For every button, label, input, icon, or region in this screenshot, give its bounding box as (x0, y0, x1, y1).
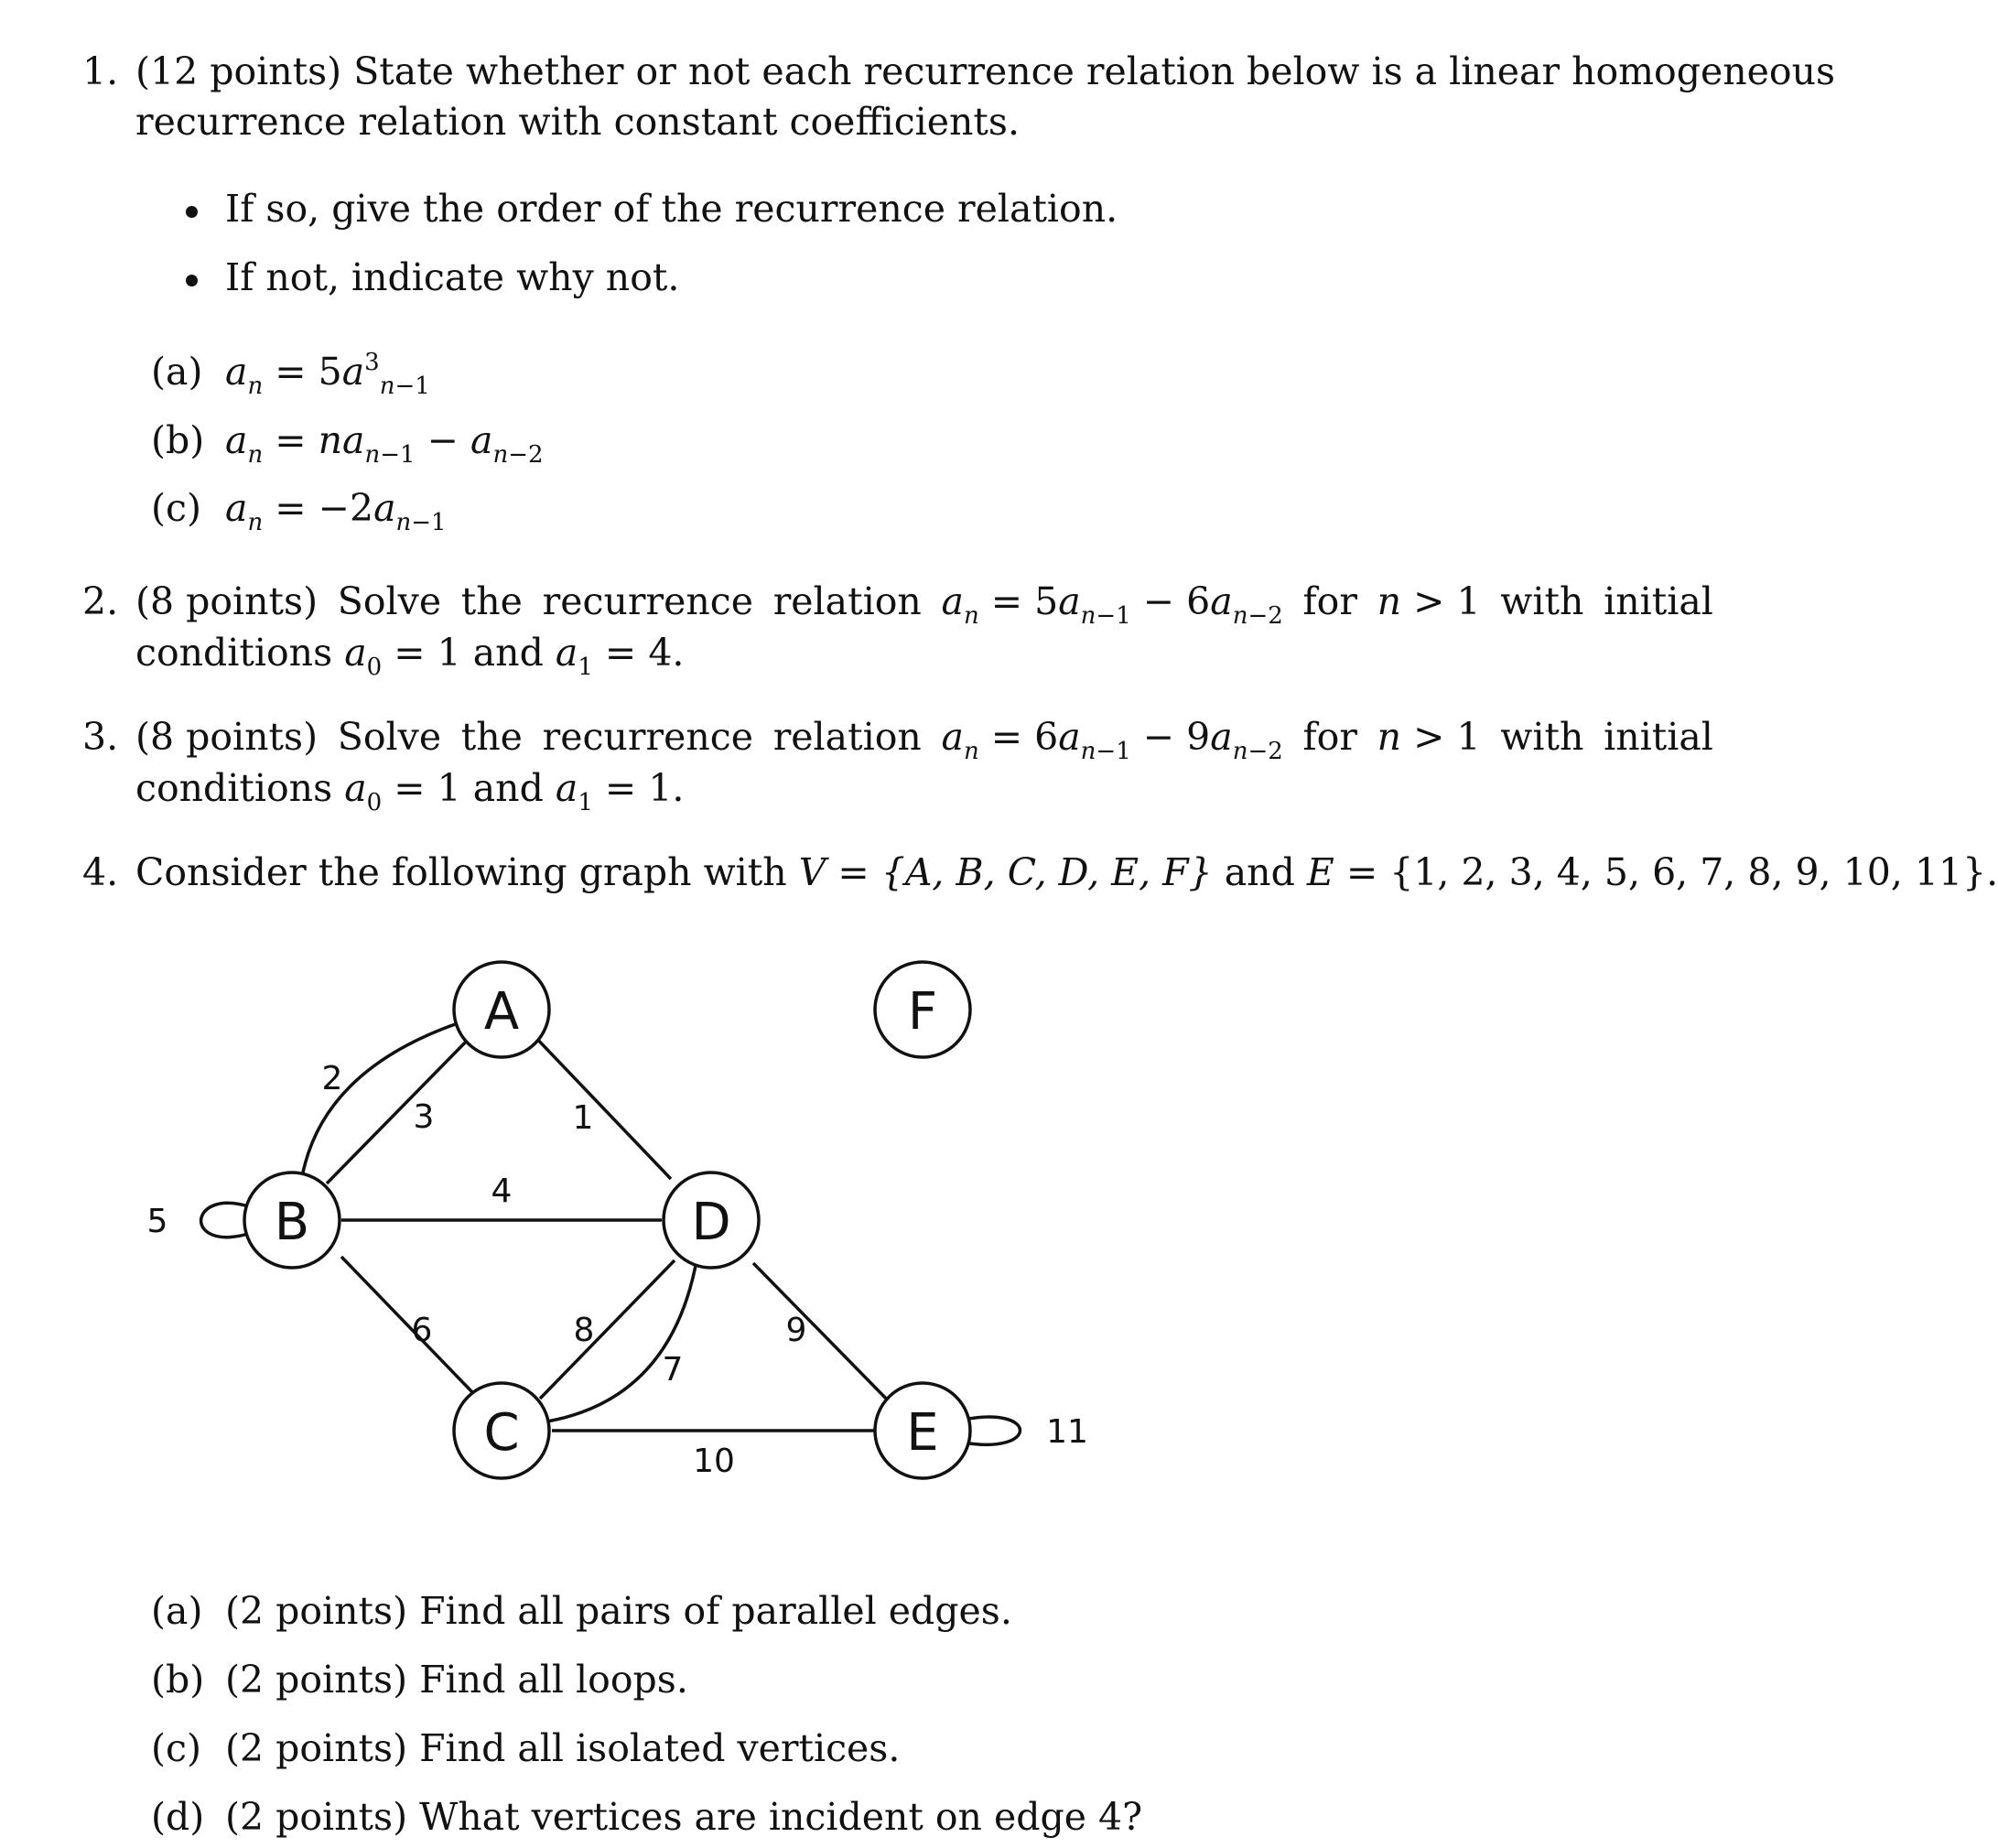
q3-word: recurrence (542, 715, 753, 759)
edge-label-9: 9 (785, 1312, 807, 1349)
q1-part-b-label: (b) (151, 418, 205, 462)
edge-9 (753, 1263, 893, 1406)
edge-label-2: 2 (321, 1060, 343, 1097)
q2-conditions-word: conditions (135, 631, 333, 675)
vertex-label-f: F (907, 982, 938, 1042)
q2-word: Solve (337, 579, 442, 623)
q4-subpart-b-label: (b) (151, 1658, 205, 1702)
q4-subpart-b-text: (2 points) Find all loops. (225, 1658, 688, 1702)
q2-word: with (1500, 579, 1584, 623)
edge-11 (964, 1417, 1021, 1444)
q2-formula: $a_n = 5a_{n-1} - 6a_{n-2}$ (941, 579, 1283, 630)
edge-label-10: 10 (693, 1443, 735, 1480)
q2-word: initial (1604, 579, 1713, 623)
q3-word: initial (1604, 715, 1713, 759)
q3-formula: $a_n = 6a_{n-1} - 9a_{n-2}$ (941, 715, 1283, 765)
edge-7 (547, 1256, 697, 1421)
q1-number: 1. (82, 49, 119, 93)
vertex-label-e: E (906, 1403, 939, 1463)
vertex-label-d: D (691, 1193, 731, 1252)
q3-condition: n > 1 (1377, 715, 1481, 759)
q4-text-line1: Consider the following graph with V = {A, B, C, D, E, F} and E = {1, 2, 3, 4, 5, 6, 7, 8, 9, 10, 11}. (135, 850, 1998, 894)
q3-word: Solve (337, 715, 442, 759)
q1-text-line1: (12 points) State whether or not each recurrence relation below is a linear homogeneous (135, 49, 1836, 93)
q2-word: for (1302, 579, 1357, 623)
edge-label-6: 6 (411, 1312, 433, 1349)
q2-text-line2: conditions $a_0 = 1$ and $a_1 = 4$. (135, 631, 685, 681)
q1-bullet-text-1: If so, give the order of the recurrence relation. (225, 187, 1118, 231)
edge-label-7: 7 (662, 1351, 684, 1389)
q4-subpart-a-text: (2 points) Find all pairs of parallel edges. (225, 1589, 1012, 1633)
vertex-label-b: B (274, 1193, 310, 1252)
q2-word: recurrence (542, 579, 753, 623)
q1-part-c-label: (c) (151, 486, 201, 530)
edge-3 (327, 1036, 471, 1183)
q1-text-line2: recurrence relation with constant coefficients. (135, 100, 1020, 144)
q4-edge-set: {1, 2, 3, 4, 5, 6, 7, 8, 9, 10, 11} (1389, 850, 1987, 894)
q3-word: relation (772, 715, 922, 759)
edge-2 (302, 1023, 458, 1177)
q4-subpart-d-label: (d) (151, 1795, 205, 1839)
q1-part-a-formula: $a_n = 5a^3_{n-1}$ (225, 349, 430, 400)
q2-number: 2. (82, 579, 119, 623)
q2-word: relation (772, 579, 922, 623)
edge-1 (533, 1034, 671, 1179)
q3-text-line2: conditions $a_0 = 1$ and $a_1 = 1$. (135, 766, 685, 816)
q4-subpart-c-text: (2 points) Find all isolated vertices. (225, 1726, 901, 1770)
q3-a1-value: 1 (648, 766, 673, 810)
edge-label-3: 3 (413, 1098, 435, 1136)
q4-vertex-set: {A, B, C, D, E, F} (880, 850, 1213, 894)
q1-part-b-formula: $a_n = na_{n-1} - a_{n-2}$ (225, 418, 544, 469)
q3-word: for (1302, 715, 1357, 759)
edge-label-8: 8 (573, 1312, 595, 1349)
edge-label-5: 5 (146, 1203, 168, 1240)
q3-word: the (460, 715, 523, 759)
edge-label-4: 4 (491, 1173, 513, 1210)
edge-label-1: 1 (572, 1099, 594, 1137)
edge-label-11: 11 (1046, 1413, 1088, 1451)
q2-a1-value: 4 (648, 631, 673, 675)
q3-points: (8 points) (135, 715, 319, 759)
q3-conditions-word: conditions (135, 766, 333, 810)
edge-5 (201, 1203, 248, 1237)
q4-subpart-c-label: (c) (151, 1726, 201, 1770)
q4-intro: Consider the following graph with (135, 850, 787, 894)
q2-condition: n > 1 (1377, 579, 1481, 623)
q4-subpart-d-text: (2 points) What vertices are incident on edge 4? (225, 1795, 1143, 1839)
q1-part-a-label: (a) (151, 350, 203, 394)
edge-6 (341, 1257, 473, 1393)
q4-subpart-a-label: (a) (151, 1589, 203, 1633)
q2-points: (8 points) (135, 579, 319, 623)
q2-and-word: and (472, 631, 544, 675)
q3-number: 3. (82, 715, 119, 759)
q3-and-word: and (472, 766, 544, 810)
q1-bullet-text-2: If not, indicate why not. (225, 255, 680, 299)
q1-part-c-formula: $a_n = -2a_{n-1}$ (225, 486, 447, 536)
q3-word: with (1500, 715, 1584, 759)
q4-number: 4. (82, 850, 119, 894)
edge-8 (540, 1260, 675, 1399)
q4-and-word: and (1224, 850, 1295, 894)
q2-word: the (460, 579, 523, 623)
vertex-label-c: C (483, 1403, 520, 1463)
vertex-label-a: A (483, 982, 520, 1042)
